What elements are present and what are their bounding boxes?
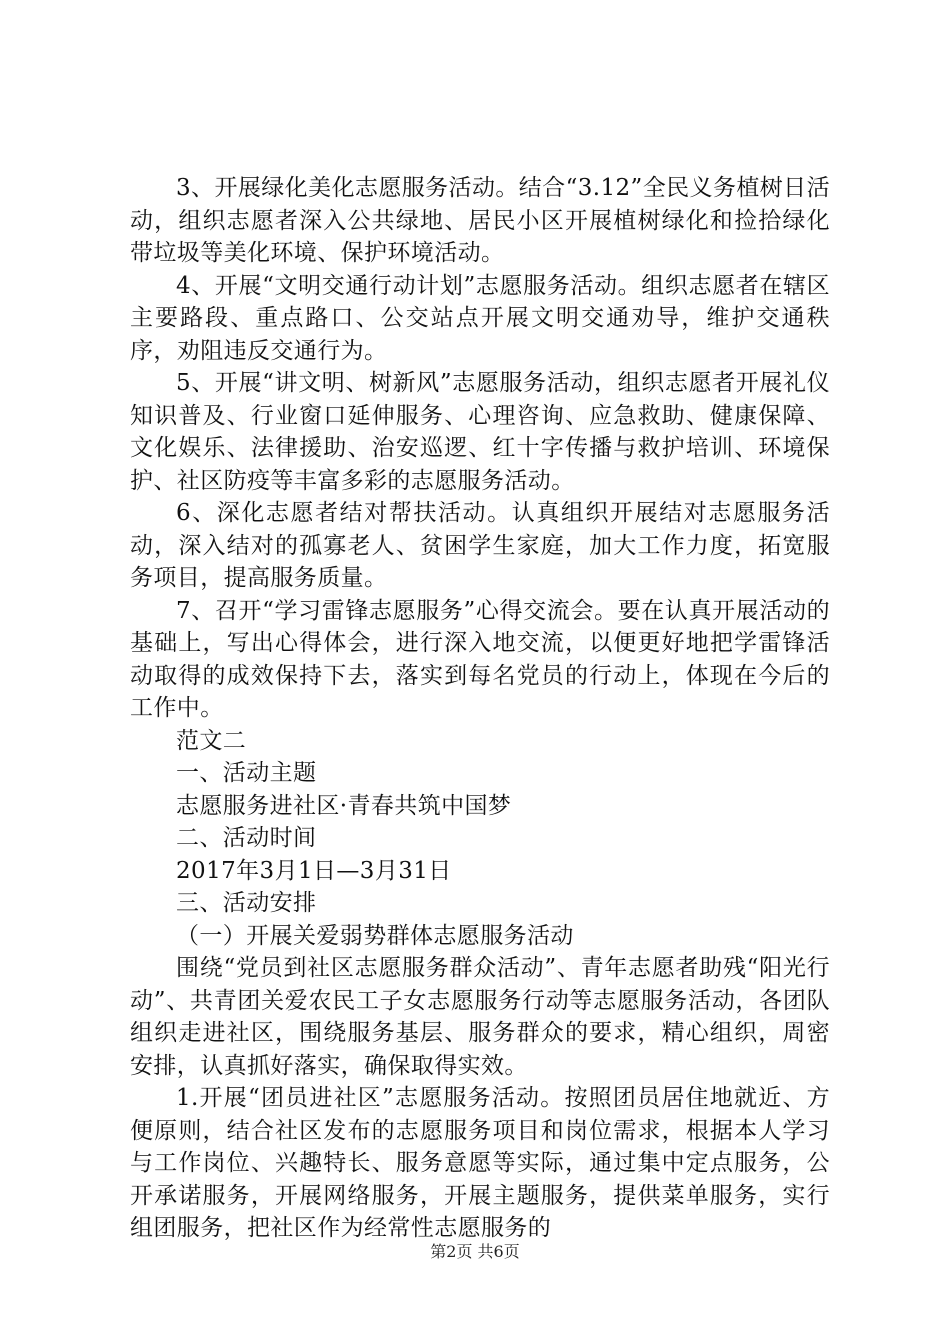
paragraph-league-member-community: 1.开展“团员进社区”志愿服务活动。按照团员居住地就近、方便原则，结合社区发布的志愿服务项目和岗位需求，根据本人学习与工作岗位、兴趣特长、服务意愿等实际，通过集中定点服务，公开承诺服务，开展网络服务，开展主题服务，提供菜单服务，实行组团服务，把社区作为经常性志愿服务的 <box>130 1085 830 1241</box>
paragraph-care-activity: 围绕“党员到社区志愿服务群众活动”、青年志愿者助残“阳光行动”、共青团关爱农民工子女志愿服务行动等志愿服务活动，各团队组织走进社区，围绕服务基层、服务群众的要求，精心组织，周密安排，认真抓好落实，确保取得实效。 <box>130 955 830 1079</box>
page-footer: 第2页 共6页 <box>430 1242 520 1261</box>
paragraph-item-4: 4、开展“文明交通行动计划”志愿服务活动。组织志愿者在辖区主要路段、重点路口、公交站点开展文明交通劝导，维护交通秩序，劝阻违反交通行为。 <box>130 272 830 364</box>
paragraph-item-7: 7、召开“学习雷锋志愿服务”心得交流会。要在认真开展活动的基础上，写出心得体会，进行深入地交流，以便更好地把学雷锋活动取得的成效保持下去，落实到每名党员的行动上，体现在今后的工作中。 <box>130 597 830 721</box>
section-heading-sample-two: 范文二 <box>176 727 247 754</box>
activity-time-text: 2017年3月1日—3月31日 <box>176 857 452 884</box>
document-body <box>130 172 830 1245</box>
activity-theme-text: 志愿服务进社区·青春共筑中国梦 <box>176 792 512 819</box>
section-heading-activity-plan: 三、活动安排 <box>176 890 317 916</box>
section-heading-activity-time: 二、活动时间 <box>176 825 317 851</box>
paragraph-item-6: 6、深化志愿者结对帮扶活动。认真组织开展结对志愿服务活动，深入结对的孤寡老人、贫困学生家庭，加大工作力度，拓宽服务项目，提高服务质量。 <box>130 500 830 591</box>
paragraph-item-5: 5、开展“讲文明、树新风”志愿服务活动，组织志愿者开展礼仪知识普及、行业窗口延伸服务、心理咨询、应急救助、健康保障、文化娱乐、法律援助、治安巡逻、红十字传播与救护培训、环境保护、社区防疫等丰富多彩的志愿服务活动。 <box>130 370 830 494</box>
subsection-heading-care-activity: （一）开展关爱弱势群体志愿服务活动 <box>176 922 574 949</box>
paragraph-item-3: 3、开展绿化美化志愿服务活动。结合“3.12”全民义务植树日活动，组织志愿者深入公共绿地、居民小区开展植树绿化和捡拾绿化带垃圾等美化环境、保护环境活动。 <box>130 175 830 266</box>
section-heading-activity-theme: 一、活动主题 <box>176 760 317 786</box>
